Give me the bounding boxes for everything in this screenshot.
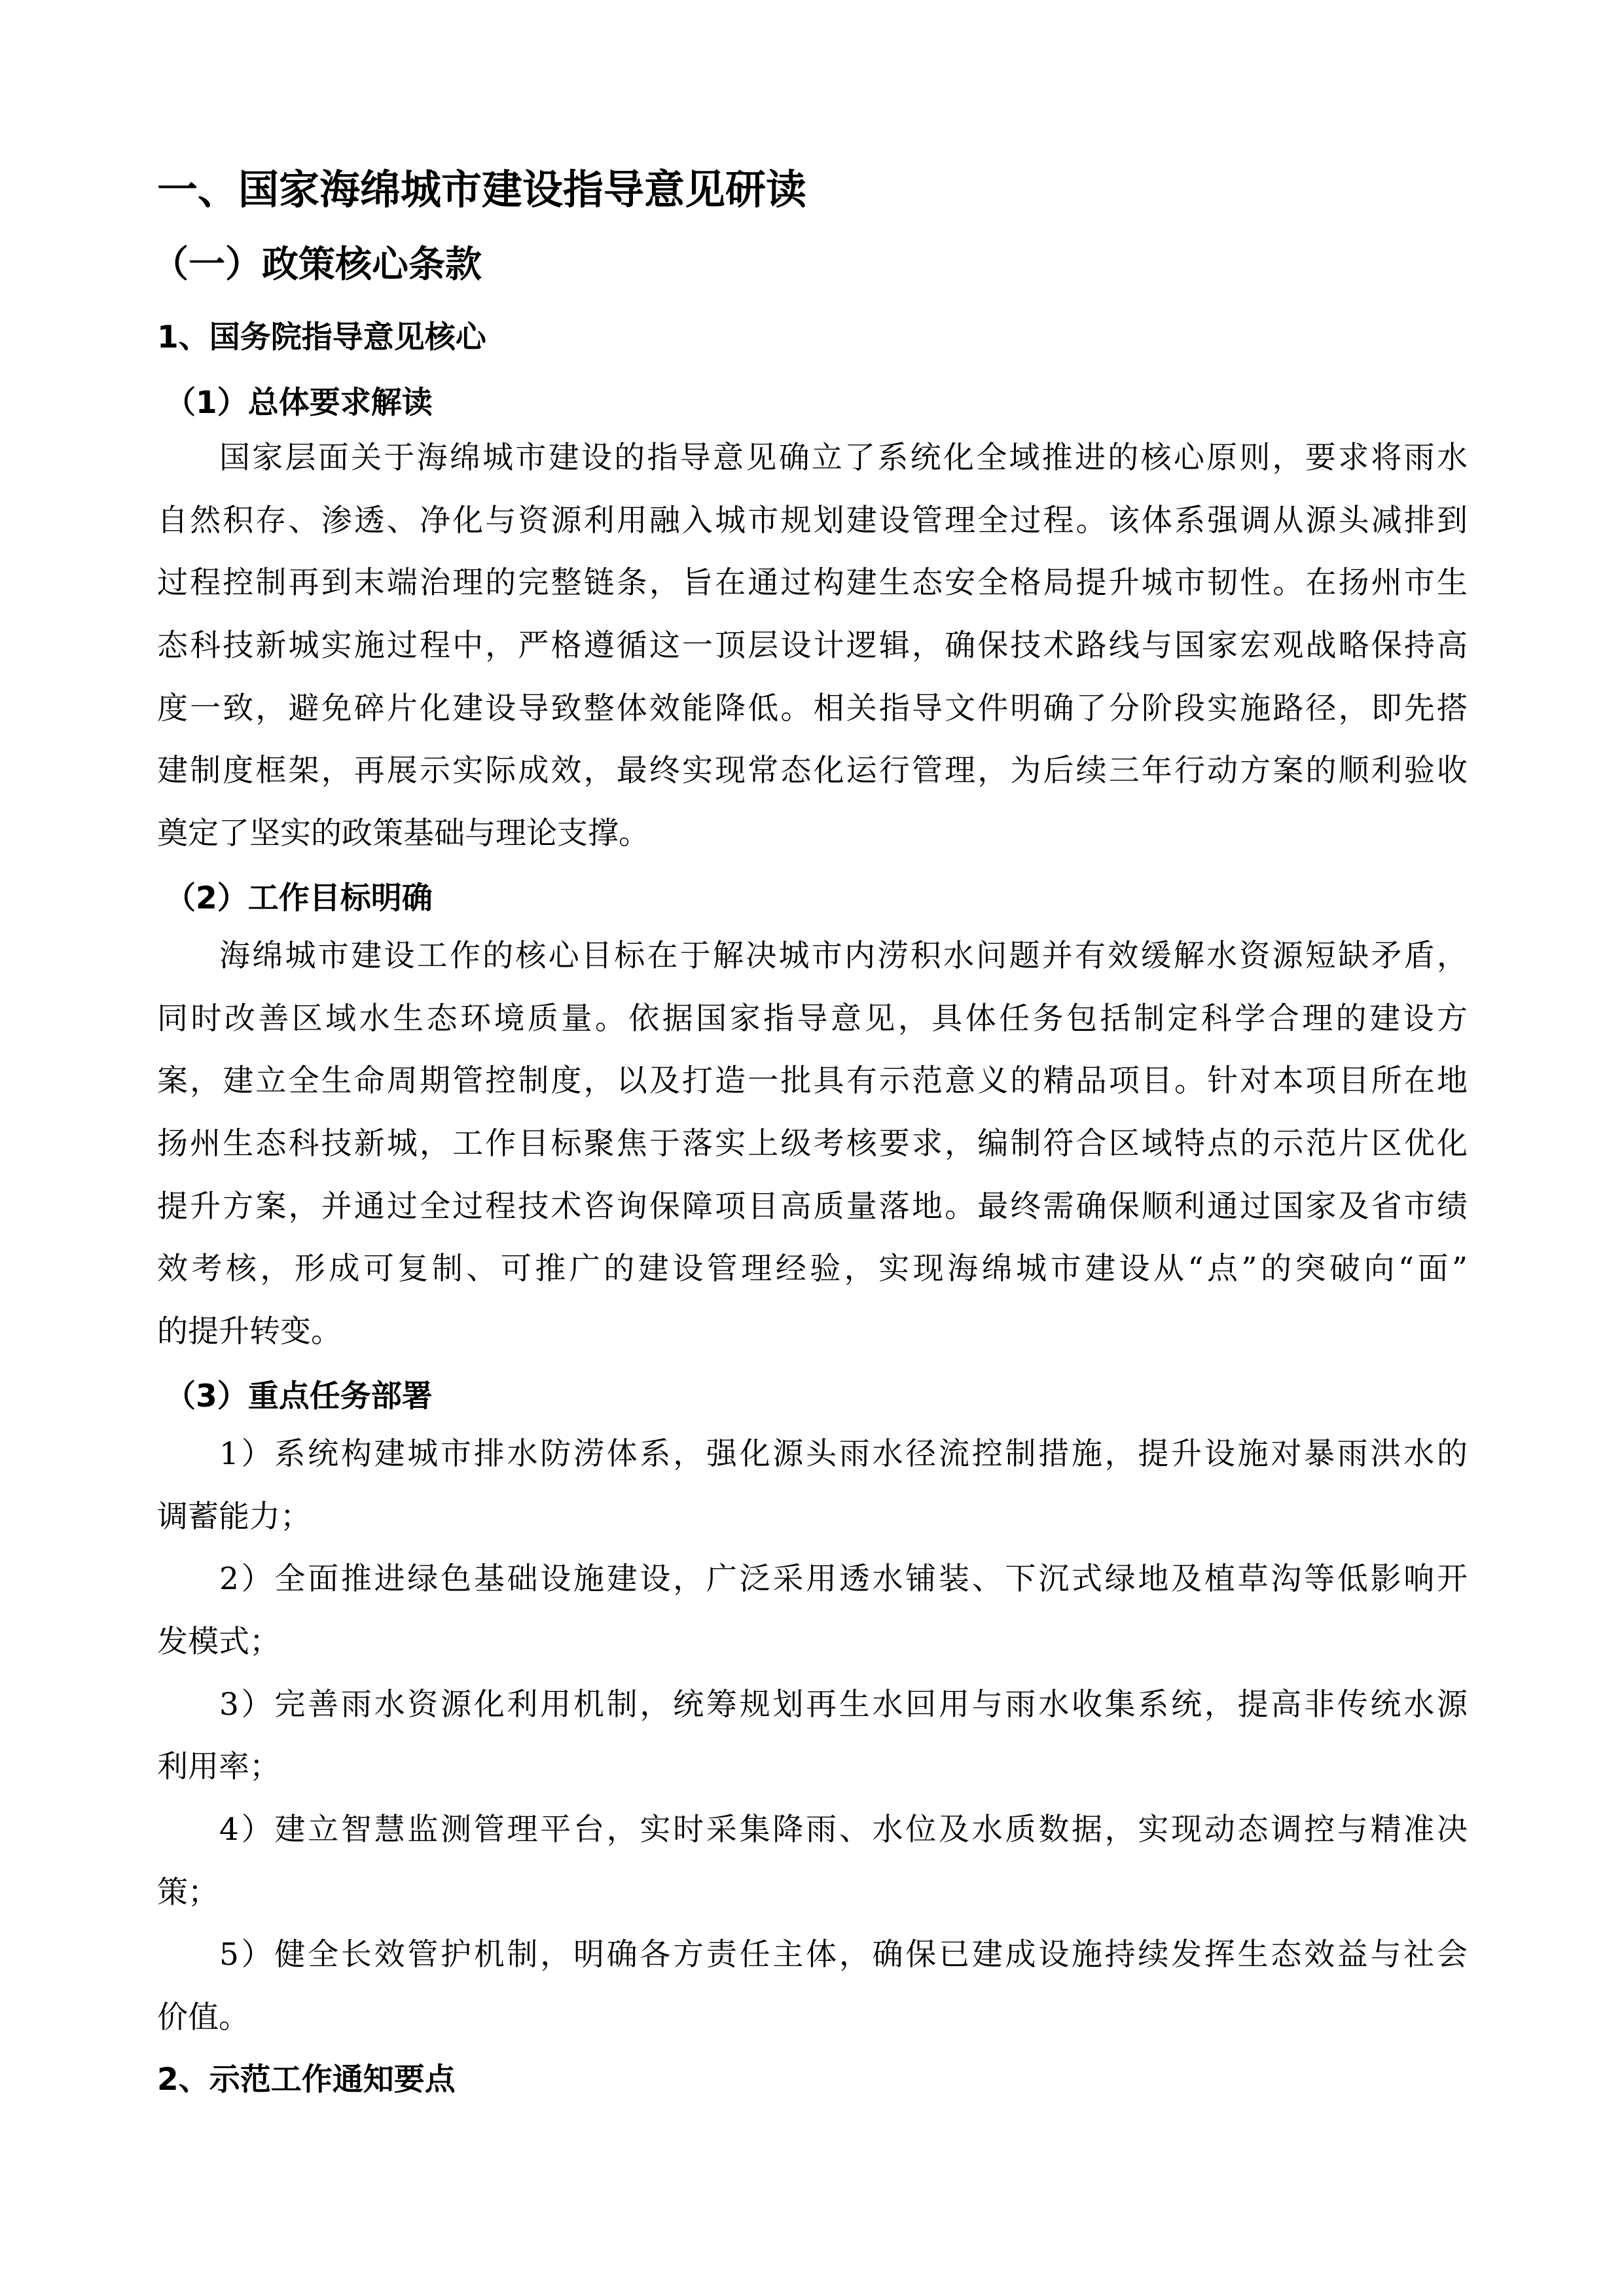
page-title: 一、国家海绵城市建设指导意见研读 [157,166,807,213]
item-heading-1: （1）总体要求解读 [165,385,433,421]
paragraph-1-line: 度一致，避免碎片化建设导致整体效能降低。相关指导文件明确了分阶段实施路径，即先搭 [157,691,1468,726]
paragraph-2-line: 同时改善区域水生态环境质量。依据国家指导意见，具体任务包括制定科学合理的建设方 [157,1001,1468,1037]
task-2-line-1: 2）全面推进绿色基础设施建设，广泛采用透水铺装、下沉式绿地及植草沟等低影响开 [219,1561,1468,1597]
paragraph-1-line: 建制度框架，再展示实际成效，最终实现常态化运行管理，为后续三年行动方案的顺利验收 [157,753,1468,789]
task-4-line-2: 策； [157,1874,219,1910]
item-heading-2: （2）工作目标明确 [165,880,433,916]
paragraph-1-line: 奠定了坚实的政策基础与理论支撑。 [157,816,649,852]
paragraph-2-line: 扬州生态科技新城，工作目标聚焦于落实上级考核要求，编制符合区域特点的示范片区优化 [157,1126,1468,1162]
task-3-line-1: 3）完善雨水资源化利用机制，统筹规划再生水回用与雨水收集系统，提高非传统水源 [219,1687,1468,1723]
paragraph-2-line: 案，建立全生命周期管控制度，以及打造一批具有示范意义的精品项目。针对本项目所在地 [157,1063,1468,1099]
section-heading: （一）政策核心条款 [152,243,482,286]
task-5-line-2: 价值。 [157,2000,249,2036]
subsection-heading-1: 1、国务院指导意见核心 [157,319,486,355]
task-4-line-1: 4）建立智慧监测管理平台，实时采集降雨、水位及水质数据，实现动态调控与精准决 [219,1812,1468,1848]
task-5-line-1: 5）健全长效管护机制，明确各方责任主体，确保已建成设施持续发挥生态效益与社会 [219,1937,1468,1973]
subsection-heading-2: 2、示范工作通知要点 [157,2062,456,2098]
paragraph-1-line: 国家层面关于海绵城市建设的指导意见确立了系统化全域推进的核心原则，要求将雨水 [219,440,1468,476]
task-1-line-2: 调蓄能力； [157,1499,311,1535]
paragraph-2-line: 效考核，形成可复制、可推广的建设管理经验，实现海绵城市建设从“点”的突破向“面” [157,1251,1468,1287]
paragraph-2-line: 的提升转变。 [157,1314,342,1350]
paragraph-1-line: 自然积存、渗透、净化与资源利用融入城市规划建设管理全过程。该体系强调从源头减排到 [157,503,1468,539]
task-1-line-1: 1）系统构建城市排水防涝体系，强化源头雨水径流控制措施，提升设施对暴雨洪水的 [219,1436,1468,1472]
paragraph-1-line: 过程控制再到末端治理的完整链条，旨在通过构建生态安全格局提升城市韧性。在扬州市生 [157,565,1468,601]
task-3-line-2: 利用率； [157,1749,280,1785]
task-2-line-2: 发模式； [157,1624,280,1660]
paragraph-2-line: 提升方案，并通过全过程技术咨询保障项目高质量落地。最终需确保顺利通过国家及省市绩 [157,1189,1468,1225]
paragraph-1-line: 态科技新城实施过程中，严格遵循这一顶层设计逻辑，确保技术路线与国家宏观战略保持高 [157,628,1468,664]
item-heading-3: （3）重点任务部署 [165,1378,433,1414]
paragraph-2-line: 海绵城市建设工作的核心目标在于解决城市内涝积水问题并有效缓解水资源短缺矛盾， [219,938,1468,974]
